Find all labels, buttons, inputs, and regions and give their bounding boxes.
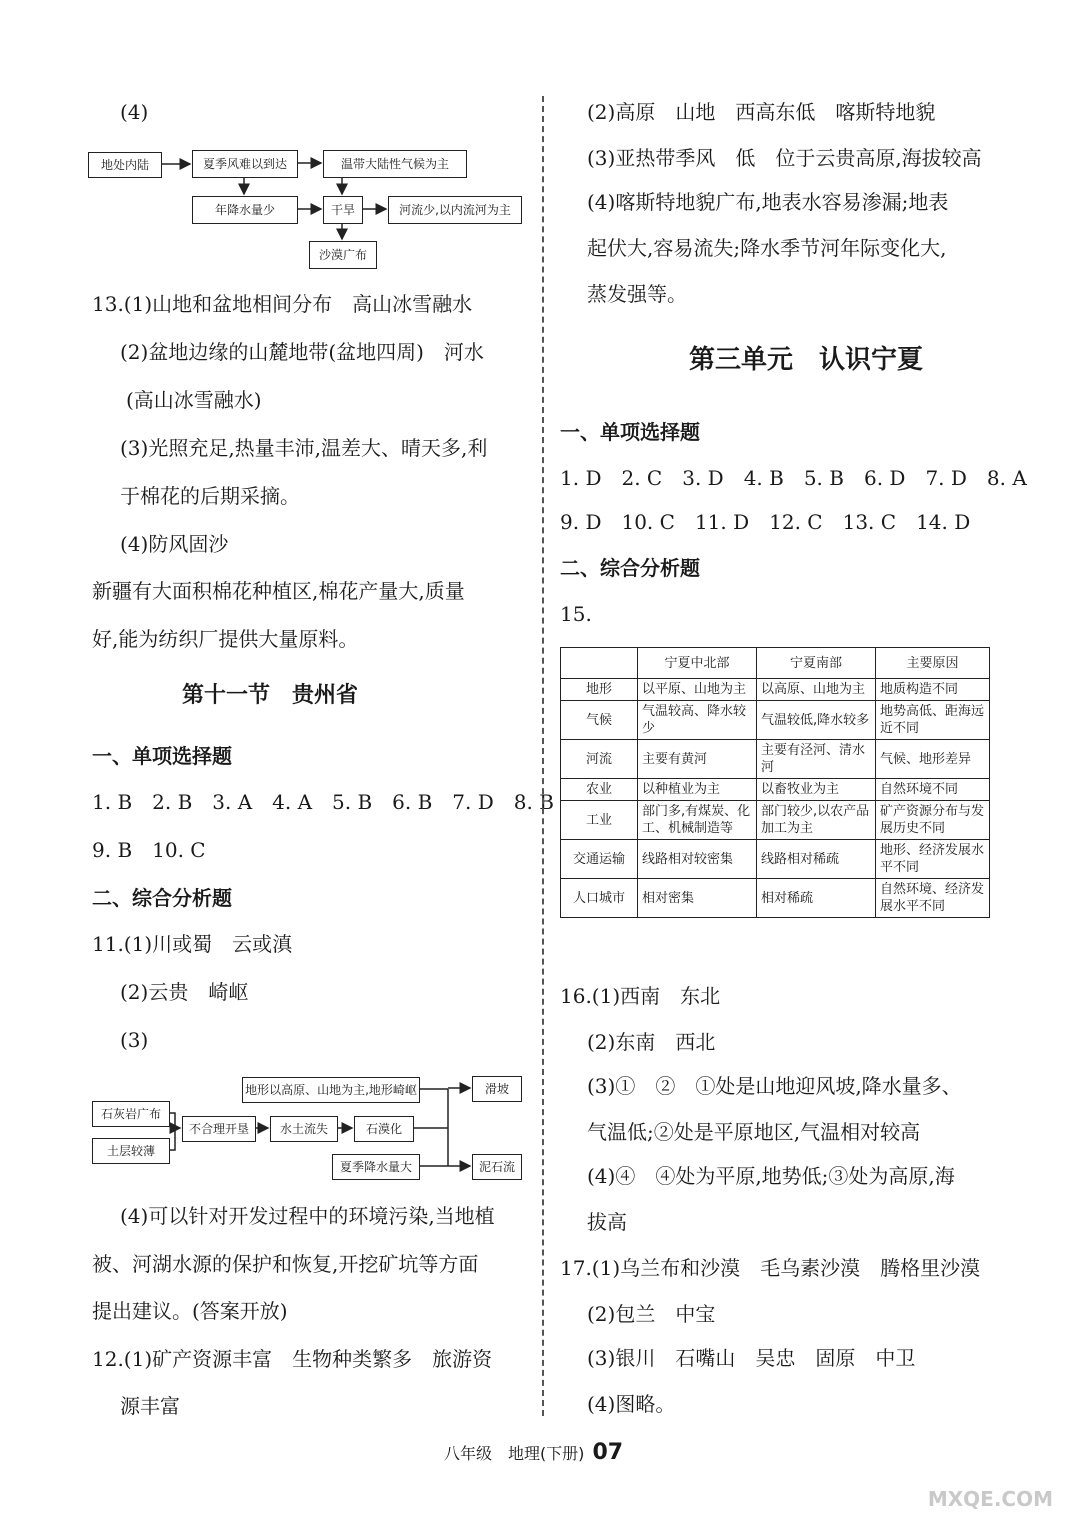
q13-5b: 好,能为纺织厂提供大量原料。 [92, 627, 359, 651]
right-mc-row2: 9. D 10. C 11. D 12. C 13. C 14. D [560, 510, 971, 534]
flow2-box-limestone: 石灰岩广布 [92, 1101, 170, 1127]
q11-2: (2)云贵 崎岖 [120, 980, 249, 1004]
table-cell: 主要有黄河 [638, 740, 757, 779]
flow2-box-terrain: 地形以高原、山地为主,地形崎岖 [242, 1077, 420, 1103]
table-cell: 以畜牧业为主 [757, 779, 876, 801]
flow-box-rivers: 河流少,以内流河为主 [388, 196, 522, 224]
left-mc-row1: 1. B 2. B 3. A 4. A 5. B 6. B 7. D 8. B [92, 790, 554, 814]
table-cell: 地质构造不同 [876, 679, 990, 701]
ningxia-comparison-table [560, 647, 990, 918]
flow-box-monsoon: 夏季风难以到达 [192, 150, 298, 178]
r-q2: (2)高原 山地 西高东低 喀斯特地貌 [587, 100, 936, 124]
table-cell: 气温较低,降水较多 [757, 701, 876, 740]
r-q4c: 蒸发强等。 [587, 282, 687, 306]
watermark-logo: MXQE.COM [927, 1487, 1053, 1511]
flow2-box-reclamation: 不合理开垦 [182, 1116, 256, 1142]
right-mc-heading: 一、单项选择题 [560, 420, 700, 444]
q11-4a: (4)可以针对开发过程中的环境污染,当地植 [120, 1204, 495, 1228]
q13-3a: (3)光照充足,热量丰沛,温差大、晴天多,利 [120, 436, 488, 460]
left-mc-row2: 9. B 10. C [92, 838, 206, 862]
table-cell: 相对密集 [638, 879, 757, 918]
q13-3b: 于棉花的后期采摘。 [120, 484, 300, 508]
table-cell: 自然环境不同 [876, 779, 990, 801]
table-cell: 地形、经济发展水平不同 [876, 840, 990, 879]
flow-box-continental-climate: 温带大陆性气候为主 [323, 150, 467, 178]
flow2-box-rocky-desert: 石漠化 [354, 1116, 414, 1142]
table-cell: 气候、地形差异 [876, 740, 990, 779]
q15-label: 15. [560, 602, 592, 626]
flow2-box-debris-flow: 泥石流 [472, 1154, 522, 1180]
q16-4a: (4)④ ④处为平原,地势低;③处为高原,海 [587, 1164, 955, 1188]
table-row-header: 工业 [561, 801, 638, 840]
table-row-header: 地形 [561, 679, 638, 701]
left-mc-heading: 一、单项选择题 [92, 744, 232, 768]
q17-3: (3)银川 石嘴山 吴忠 固原 中卫 [587, 1346, 916, 1370]
table-header-cell [561, 648, 638, 679]
q16-2: (2)东南 西北 [587, 1030, 716, 1054]
q11-3: (3) [120, 1028, 149, 1052]
q17-4: (4)图略。 [587, 1392, 676, 1416]
q12-1a: 12.(1)矿产资源丰富 生物种类繁多 旅游资 [92, 1347, 493, 1371]
r-q4a: (4)喀斯特地貌广布,地表水容易渗漏;地表 [587, 190, 949, 214]
unit-title-ningxia: 第三单元 认识宁夏 [688, 345, 923, 375]
q13-2b: (高山冰雪融水) [126, 388, 262, 412]
q11-4b: 被、河湖水源的保护和恢复,开挖矿坑等方面 [92, 1252, 479, 1276]
q17-2: (2)包兰 中宝 [587, 1302, 716, 1326]
q16-3b: 气温低;②处是平原地区,气温相对较高 [587, 1120, 921, 1144]
flow2-box-soil-erosion: 水土流失 [270, 1116, 338, 1142]
flow2-box-summer-rain: 夏季降水量大 [332, 1154, 420, 1180]
table-header-cell: 主要原因 [876, 648, 990, 679]
r-q3: (3)亚热带季风 低 位于云贵高原,海拔较高 [587, 146, 982, 170]
q16-4b: 拔高 [587, 1210, 627, 1234]
right-mc-row1: 1. D 2. C 3. D 4. B 5. B 6. D 7. D 8. A [560, 466, 1027, 490]
table-row [561, 740, 990, 779]
table-row-header: 人口城市 [561, 879, 638, 918]
flow2-box-thin-soil: 土层较薄 [92, 1138, 170, 1164]
table-cell: 以高原、山地为主 [757, 679, 876, 701]
q16-1: 16.(1)西南 东北 [560, 984, 721, 1008]
table-cell: 线路相对较密集 [638, 840, 757, 879]
flow2-box-landslide: 滑坡 [472, 1076, 522, 1102]
table-row [561, 879, 990, 918]
table-cell: 地势高低、距海远近不同 [876, 701, 990, 740]
footer-text: 八年级 地理(下册) [443, 1444, 585, 1463]
q11-4c: 提出建议。(答案开放) [92, 1299, 288, 1323]
column-divider [542, 96, 544, 1416]
q11-1: 11.(1)川或蜀 云或滇 [92, 932, 293, 956]
q13-4: (4)防风固沙 [120, 532, 229, 556]
table-header-cell: 宁夏中北部 [638, 648, 757, 679]
table-row-header: 农业 [561, 779, 638, 801]
section-title-guizhou: 第十一节 贵州省 [181, 683, 358, 708]
page-number: 07 [592, 1440, 624, 1465]
flow-arrows-2 [0, 0, 540, 1200]
table-header-cell: 宁夏南部 [757, 648, 876, 679]
q13-5a: 新疆有大面积棉花种植区,棉花产量大,质量 [92, 579, 465, 603]
table-cell: 相对稀疏 [757, 879, 876, 918]
flow-box-desert: 沙漠广布 [309, 241, 377, 269]
table-row-header: 河流 [561, 740, 638, 779]
table-cell: 部门较少,以农产品加工为主 [757, 801, 876, 840]
table-row [561, 801, 990, 840]
table-cell: 主要有泾河、清水河 [757, 740, 876, 779]
q17-1: 17.(1)乌兰布和沙漠 毛乌素沙漠 腾格里沙漠 [560, 1256, 981, 1280]
flow-box-drought: 干旱 [323, 196, 363, 224]
q16-3a: (3)① ② ①处是山地迎风坡,降水量多、 [587, 1074, 962, 1098]
table-cell: 矿产资源分布与发展历史不同 [876, 801, 990, 840]
q13-1: 13.(1)山地和盆地相间分布 高山冰雪融水 [92, 292, 473, 316]
table-cell: 自然环境、经济发展水平不同 [876, 879, 990, 918]
right-analysis-heading: 二、综合分析题 [560, 556, 700, 580]
table-row-header: 交通运输 [561, 840, 638, 879]
r-q4b: 起伏大,容易流失;降水季节河年际变化大, [587, 236, 947, 260]
flow-box-inland: 地处内陆 [88, 152, 162, 178]
table-row [561, 701, 990, 740]
left-analysis-heading: 二、综合分析题 [92, 886, 232, 910]
table-row [561, 679, 990, 701]
q-4-label: (4) [120, 100, 149, 124]
q12-1b: 源丰富 [120, 1394, 180, 1418]
table-row [561, 840, 990, 879]
table-row [561, 779, 990, 801]
table-cell: 部门多,有煤炭、化工、机械制造等 [638, 801, 757, 840]
table-cell: 气温较高、降水较少 [638, 701, 757, 740]
q13-2a: (2)盆地边缘的山麓地带(盆地四周) 河水 [120, 340, 484, 364]
table-cell: 以平原、山地为主 [638, 679, 757, 701]
table-header-row [561, 648, 990, 679]
page-footer [0, 1440, 1067, 1465]
table-cell: 以种植业为主 [638, 779, 757, 801]
table-row-header: 气候 [561, 701, 638, 740]
table-cell: 线路相对稀疏 [757, 840, 876, 879]
flow-box-low-rainfall: 年降水量少 [192, 196, 298, 224]
